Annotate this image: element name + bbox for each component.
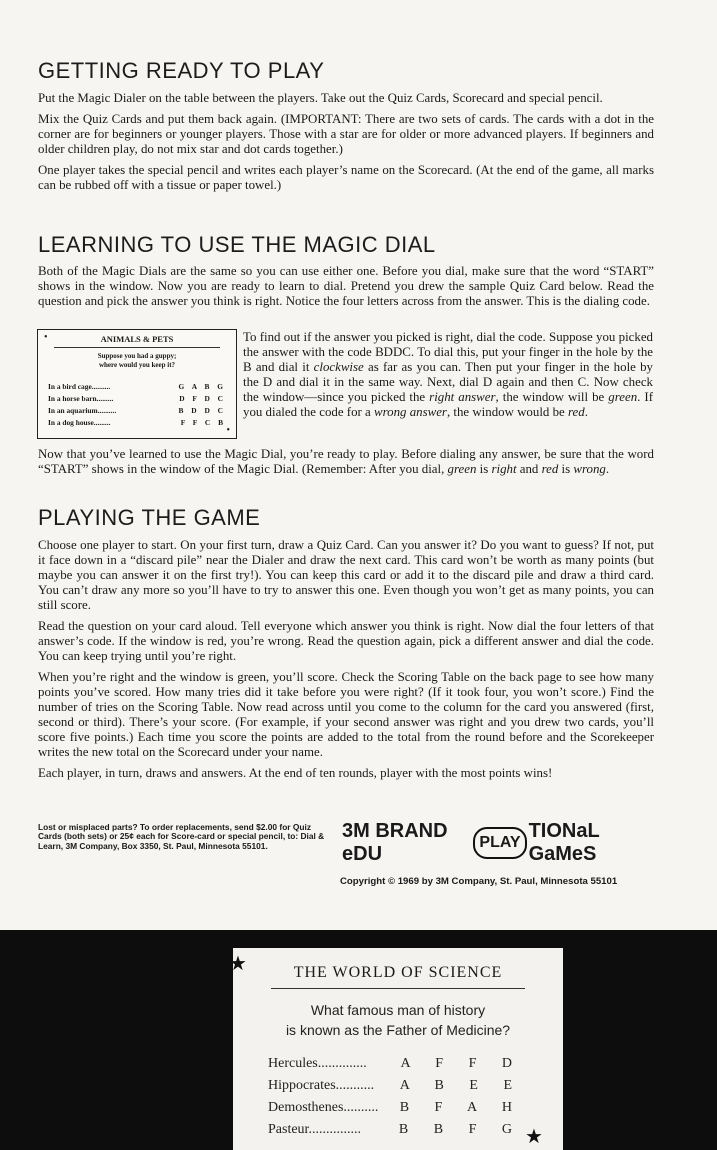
text-run: , the window will be [495, 390, 609, 404]
answer-code: F F C B [180, 418, 226, 427]
text-run: is [558, 462, 574, 476]
dot-marker-icon: • [226, 425, 230, 436]
answer-code: B F A H [399, 1100, 523, 1115]
star-icon: ★ [229, 953, 247, 975]
heading-getting-ready: GETTING READY TO PLAY [38, 58, 325, 83]
sample-quiz-card [37, 329, 237, 439]
answer-code: G A B G [178, 382, 226, 391]
paragraph: Read the question on your card aloud. Tell everyone which answer you think is right. Now dial the four letters of that answer’s code. If the window is red, you’re wrong. Read the question again, pick a different answer and dial the code. You can keep trying until you’re right. [38, 619, 654, 663]
text-run: . If you dialed the code for a [243, 390, 653, 419]
quiz-answer-row [268, 1078, 523, 1094]
question-line: What famous man of history [310, 1002, 486, 1018]
dial-reminder [38, 447, 654, 477]
answer-label: In a dog house......... [48, 418, 111, 427]
question-line: is known as the Father of Medicine? [285, 1022, 511, 1038]
text-run: is [476, 462, 492, 476]
text-run: and [516, 462, 542, 476]
emphasis: green [608, 390, 638, 404]
text-run: as far as you can. Then put your finger in the hole by the D and dial it in the same way. Next, dial D again and then C. Now check the window—since you picked the [243, 360, 653, 404]
answer-code: B B F G [398, 1122, 523, 1137]
emphasis: wrong answer [374, 405, 447, 419]
paragraph: Both of the Magic Dials are the same so you can use either one. Before you dial, make sure that the word “START” shows in the window. Now you are ready to learn to dial. Pretend you drew the sample Quiz Card below. Read the question and pick the answer you think is right. Notice the four letters across from the answer. This is the dialing code. [38, 264, 654, 308]
answer-code: A B E E [399, 1078, 523, 1093]
star-icon: ★ [525, 1126, 543, 1148]
paragraph: Mix the Quiz Cards and put them back again. (IMPORTANT: There are two sets of cards. The cards with a dot in the corner are for beginners or younger players. Those with a star are for older or more advanced players. If beginners and older children play, do not mix star and dot cards together.) [38, 112, 654, 156]
emphasis: red [567, 405, 585, 419]
paragraph: Choose one player to start. On your first turn, draw a Quiz Card. Can you answer it? Do you want to guess? If not, put it face down in a “discard pile” near the Dialer and draw the next card. This card won’t be worth as many points (but maybe you can answer it on the first try!). You can keep this card or add it to the discard pile and draw a third card. You can’t draw any more so you’ll have to try to answer this one. Even though you won’t get as many points, you can still score. [38, 538, 654, 612]
question-line: where would you keep it? [98, 361, 176, 369]
answer-label: Demosthenes.......... [268, 1100, 379, 1115]
learning-dial-text [38, 264, 654, 309]
sample-card-question [38, 352, 236, 370]
sample-answer-row [48, 394, 226, 403]
answer-code: B D D C [178, 406, 226, 415]
dot-marker-icon: • [44, 332, 48, 343]
answer-label: In an aquarium.......... [48, 406, 117, 415]
text-run: , the window would be [446, 405, 568, 419]
emphasis: green [447, 462, 477, 476]
quiz-card [229, 948, 563, 1150]
brand-text: TIONaL GaMeS [528, 820, 600, 865]
heading-playing-game: PLAYING THE GAME [38, 505, 261, 530]
emphasis: red [541, 462, 559, 476]
divider [271, 988, 525, 989]
answer-label: Pasteur............... [268, 1122, 361, 1137]
replacement-parts-note: Lost or misplaced parts? To order replacements, send $2.00 for Quiz Cards (both sets) or 25¢ each for Score-card or special pencil, to: Dial & Learn, 3M Company, Box 3350, St. Paul, Minnesota 55101. [38, 822, 325, 851]
quiz-answer-row [268, 1122, 523, 1138]
divider [54, 347, 220, 348]
emphasis: right answer [429, 390, 496, 404]
text-run: . [584, 405, 588, 419]
paragraph: Put the Magic Dialer on the table between the players. Take out the Quiz Cards, Scorecard and special pencil. [38, 91, 603, 105]
sample-answer-row [48, 382, 226, 391]
question-line: Suppose you had a guppy; [97, 352, 177, 360]
answer-code: D F D C [179, 394, 226, 403]
sample-answer-row [48, 406, 226, 415]
text-run: . [605, 462, 610, 476]
play-logo-icon: PLAY [473, 827, 526, 859]
quiz-card-title: THE WORLD OF SCIENCE [293, 964, 503, 981]
answer-label: In a bird cage.......... [48, 382, 111, 391]
playing-game-text [38, 538, 654, 781]
paragraph: When you’re right and the window is green, you’ll score. Check the Scoring Table on the back page to see how many points you’ve scored. How many tries did it take before you were right? (If it took four, you won’t score.) Find the number of tries on the Scoring Table. Now read across until you come to the column for the card you answered (first, second or third). There’s your score. (For example, if your second answer was right and you drew two cards, you’ll score five points.) Each time you score the points are added to the total from the round before and the Scorekeeper writes the new total on the Scorecard under your name. [38, 670, 654, 759]
text-run: To find out if the answer you picked is right, dial the code. Suppose you picked the answer with the code BDDC. To dial this, put your finger in the hole by the B and dial it [243, 330, 653, 374]
brand-logo [342, 820, 652, 865]
paragraph: Each player, in turn, draws and answers. At the end of ten rounds, player with the most points wins! [38, 766, 553, 780]
copyright: Copyright © 1969 by 3M Company, St. Paul, Minnesota 55101 [340, 876, 618, 887]
getting-ready-text [38, 91, 654, 193]
paragraph: One player takes the special pencil and writes each player’s name on the Scorecard. (At the end of the game, all marks can be rubbed off with a tissue or paper towel.) [38, 163, 654, 192]
sample-answer-row [48, 418, 226, 427]
answer-label: In a horse barn......... [48, 394, 114, 403]
answer-label: Hippocrates........... [268, 1078, 375, 1093]
dial-instructions [243, 330, 653, 420]
emphasis: right [491, 462, 517, 476]
quiz-answer-row [268, 1100, 523, 1116]
sample-card-category: ANIMALS & PETS [100, 334, 174, 344]
quiz-answer-row [268, 1056, 523, 1072]
emphasis: wrong [573, 462, 606, 476]
text-run: Now that you’ve learned to use the Magic Dial, you’re ready to play. Before dialing any answer, be sure that the word “START” shows in the window of the Magic Dial. (Remember: After you dial, [38, 447, 654, 476]
answer-label: Hercules.............. [268, 1056, 367, 1071]
brand-text: 3M BRAND eDU [342, 820, 448, 865]
quiz-card-question [233, 1000, 563, 1040]
heading-learning-dial: LEARNING TO USE THE MAGIC DIAL [38, 232, 436, 257]
answer-code: A F F D [400, 1056, 523, 1071]
emphasis: clockwise [313, 360, 364, 374]
